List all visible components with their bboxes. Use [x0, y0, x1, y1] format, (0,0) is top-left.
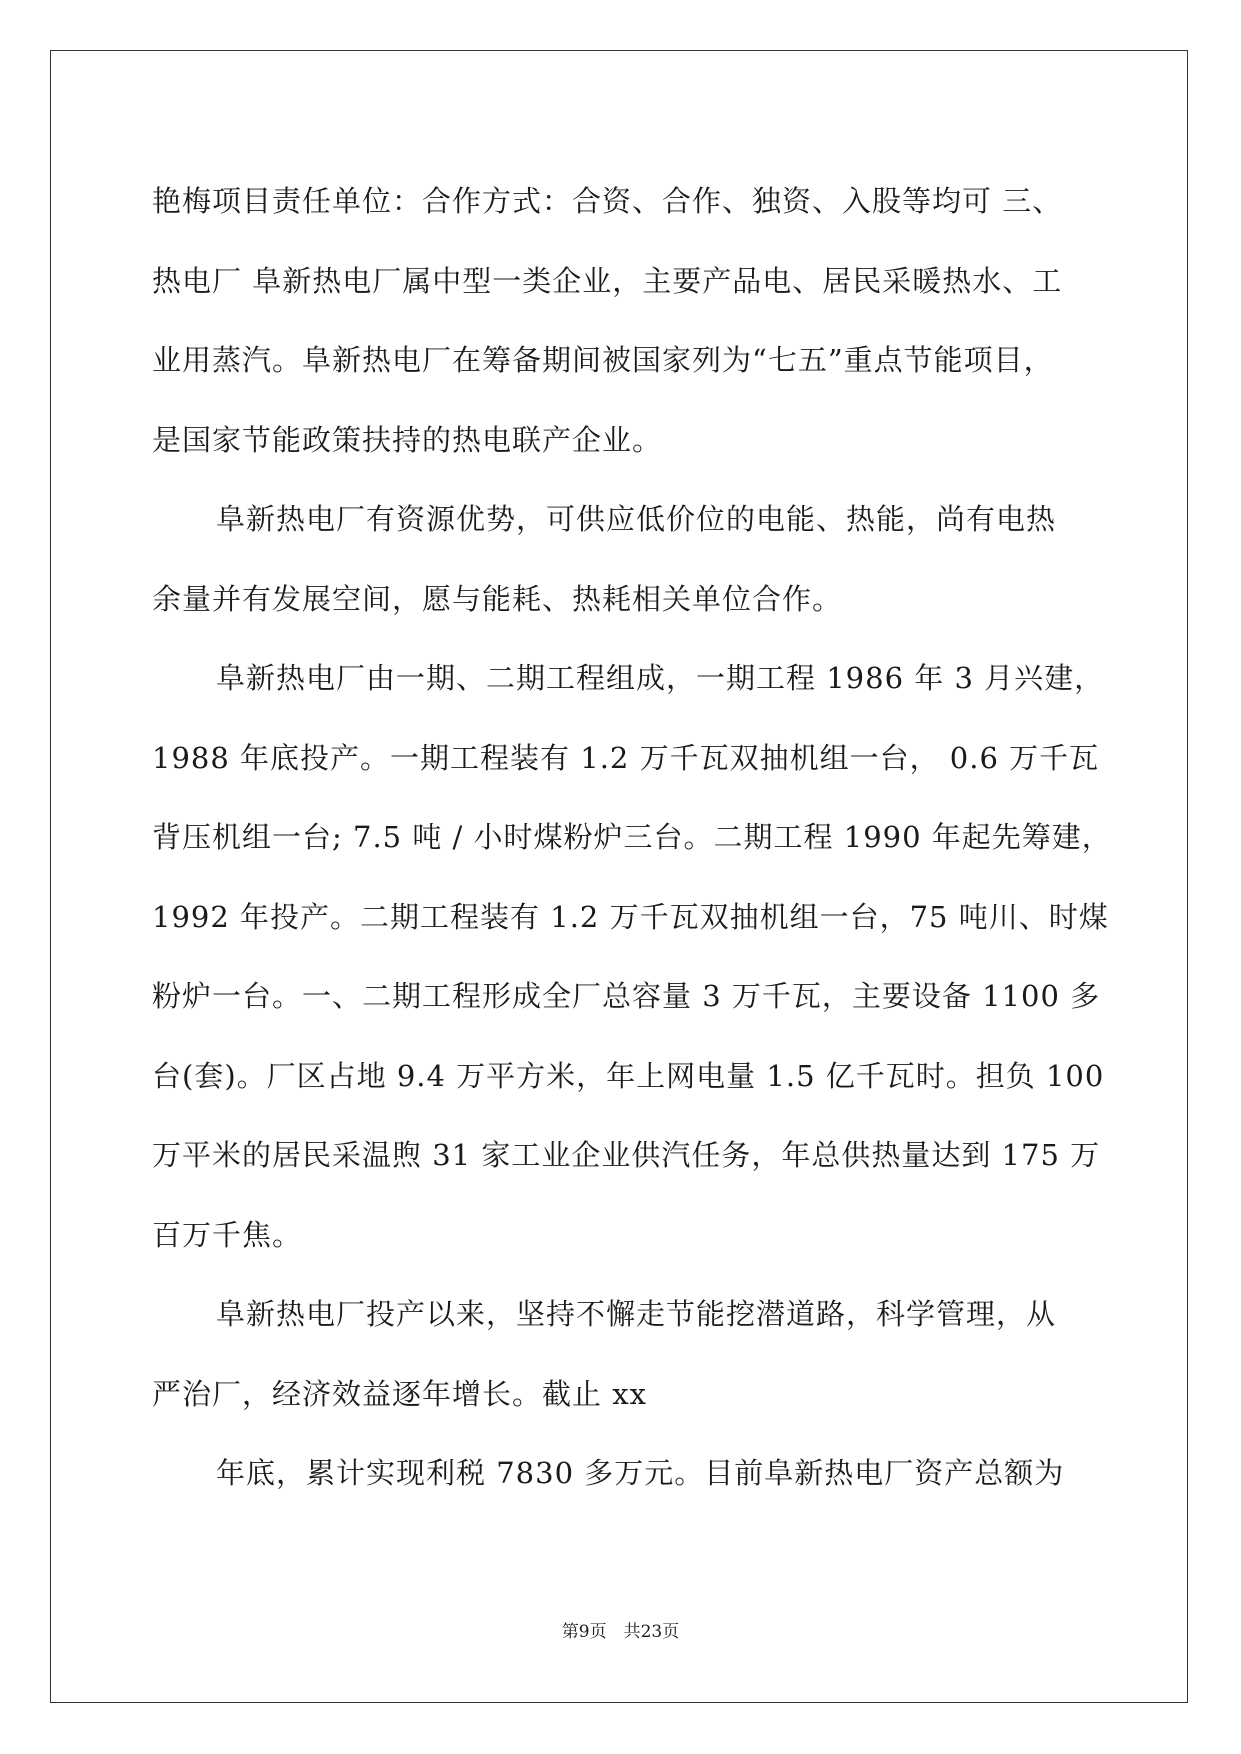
text-line: 1988 年底投产。一期工程装有 1.2 万千瓦双抽机组一台， 0.6 万千瓦: [152, 740, 1100, 775]
paragraph-first-line: 阜新热电厂投产以来，坚持不懈走节能挖潜道路，科学管理，从: [216, 1297, 1057, 1331]
paragraph-first-line: 阜新热电厂由一期、二期工程组成，一期工程 1986 年 3 月兴建，: [216, 661, 1105, 695]
text-line: 艳梅项目责任单位：合作方式：合资、合作、独资、入股等均可 三、: [152, 184, 1063, 218]
text-line: 万平米的居民采温煦 31 家工业企业供汽任务，年总供热量达到 175 万: [152, 1138, 1101, 1172]
text-line: 严治厂，经济效益逐年增长。截止 xx: [152, 1376, 647, 1411]
footer-suffix: 页: [662, 1622, 680, 1642]
text-line: 余量并有发展空间，愿与能耗、热耗相关单位合作。: [152, 581, 843, 616]
paragraph-first-line: 年底，累计实现利税 7830 多万元。目前阜新热电厂资产总额为: [216, 1456, 1065, 1490]
text-line: 是国家节能政策扶持的热电联产企业。: [152, 422, 663, 457]
text-line: 1992 年投产。二期工程装有 1.2 万千瓦双抽机组一台，75 吨川、时煤: [152, 899, 1109, 934]
document-body: [152, 162, 1112, 1514]
text-line: 背压机组一台; 7.5 吨 / 小时煤粉炉三台。二期工程 1990 年起先筹建，: [152, 820, 1112, 854]
footer-prefix: 第: [561, 1622, 579, 1642]
footer-middle: 页 共: [589, 1622, 641, 1642]
text-line: 台(套)。厂区占地 9.4 万平方米，年上网电量 1.5 亿千瓦时。担负 100: [152, 1058, 1105, 1093]
paragraph-first-line: 阜新热电厂有资源优势，可供应低价位的电能、热能，尚有电热: [216, 502, 1057, 536]
footer-page-number: 9: [578, 1622, 590, 1642]
page-footer: [0, 1620, 1241, 1644]
text-line: 粉炉一台。一、二期工程形成全厂总容量 3 万千瓦，主要设备 1100 多: [152, 979, 1101, 1013]
footer-total-pages: 23: [640, 1622, 663, 1642]
text-line: 热电厂 阜新热电厂属中型一类企业，主要产品电、居民采暖热水、工: [152, 263, 1063, 298]
text-line: 业用蒸汽。阜新热电厂在筹备期间被国家列为“七五”重点节能项目，: [152, 343, 1054, 377]
text-line: 百万千焦。: [152, 1217, 303, 1252]
